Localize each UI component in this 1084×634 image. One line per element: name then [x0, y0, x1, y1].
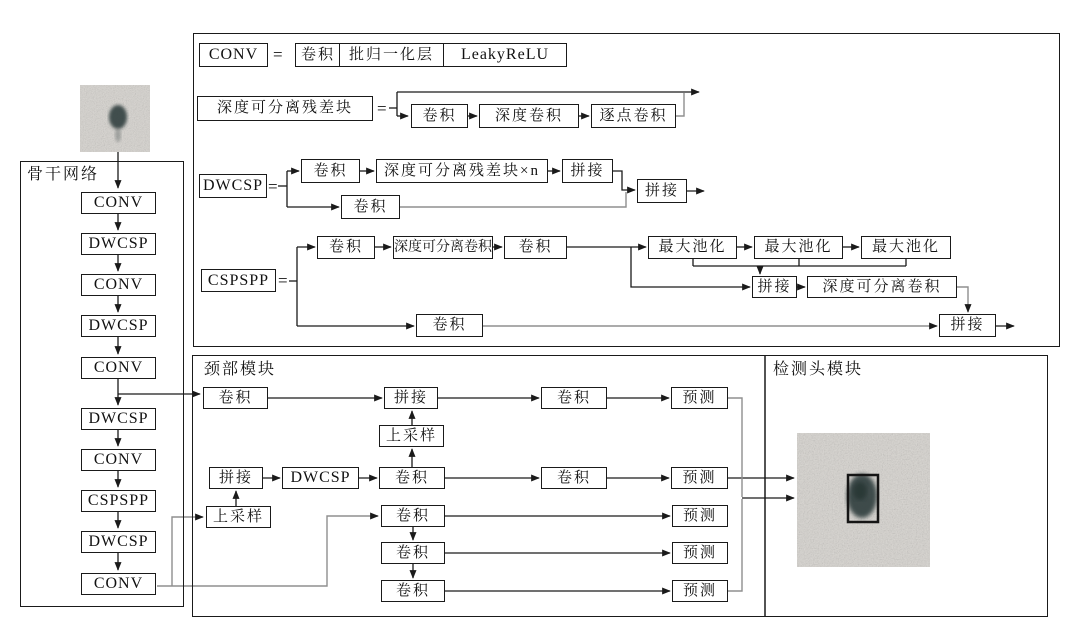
backbone-layer-dwcsp-1: DWCSP	[81, 233, 156, 255]
legend-dwcsp-conv-bottom: 卷积	[341, 195, 400, 219]
legend-cspspp-conv-1: 卷积	[317, 236, 375, 259]
neck-predict-5: 预测	[672, 580, 728, 602]
neck-upsample-1: 上采样	[206, 506, 271, 528]
legend-cspspp-maxpool-1: 最大池化	[648, 236, 737, 259]
neck-concat-row1: 拼接	[384, 387, 438, 409]
neck-upsample-2: 上采样	[379, 425, 444, 447]
legend-cspspp-conv-2: 卷积	[504, 236, 567, 259]
backbone-layer-conv-2: CONV	[81, 274, 156, 296]
legend-cspspp-concat-2: 拼接	[939, 314, 996, 337]
input-image	[80, 85, 150, 152]
neck-predict-1: 预测	[671, 387, 728, 409]
backbone-title: 骨干网络	[27, 166, 100, 183]
legend-cspspp-maxpool-3: 最大池化	[861, 236, 951, 259]
detection-output-image	[797, 433, 930, 567]
legend-dwcsp-concat-1: 拼接	[562, 159, 613, 183]
legend-cspspp-conv-bottom: 卷积	[416, 314, 483, 337]
legend-cspspp-ds-conv-1: 深度可分离卷积	[393, 236, 493, 259]
legend-residual-pointwise-conv: 逐点卷积	[591, 104, 676, 128]
legend-conv-cell-conv: 卷积	[295, 43, 341, 67]
neck-conv-row1-in: 卷积	[203, 387, 268, 409]
legend-conv-name: CONV	[199, 43, 268, 67]
backbone-layer-dwcsp-4: DWCSP	[81, 531, 156, 553]
legend-cspspp-concat-1: 拼接	[752, 276, 797, 298]
legend-conv-cell-batchnorm: 批归一化层	[339, 43, 444, 67]
backbone-layer-dwcsp-2: DWCSP	[81, 315, 156, 337]
legend-cspspp-ds-conv-2: 深度可分离卷积	[807, 276, 957, 298]
neck-conv-row1-out: 卷积	[541, 387, 607, 409]
legend-cspspp-equals: =	[278, 271, 288, 290]
neck-conv-row2-out: 卷积	[541, 467, 607, 489]
legend-residual-name: 深度可分离残差块	[197, 96, 373, 121]
neck-conv-row4: 卷积	[381, 542, 445, 564]
legend-cspspp-name: CSPSPP	[201, 269, 276, 292]
neck-title: 颈部模块	[204, 361, 277, 378]
legend-dwcsp-residual-xn: 深度可分离残差块×n	[376, 159, 548, 183]
legend-conv-cell-leakyrelu: LeakyReLU	[443, 43, 567, 67]
legend-residual-depthwise-conv: 深度卷积	[479, 104, 579, 128]
head-title: 检测头模块	[773, 361, 864, 378]
legend-dwcsp-conv-top: 卷积	[301, 159, 360, 183]
legend-residual-equals: =	[377, 99, 387, 118]
legend-dwcsp-name: DWCSP	[199, 174, 267, 198]
neck-predict-3: 预测	[672, 505, 728, 527]
legend-cspspp-maxpool-2: 最大池化	[754, 236, 843, 259]
neck-predict-2: 预测	[671, 467, 728, 489]
backbone-layer-conv-5: CONV	[81, 573, 156, 595]
neck-predict-4: 预测	[672, 542, 728, 564]
neck-conv-row2-mid: 卷积	[379, 467, 445, 489]
backbone-layer-dwcsp-3: DWCSP	[81, 408, 156, 430]
backbone-layer-conv-1: CONV	[81, 192, 156, 214]
neck-conv-row3: 卷积	[381, 505, 445, 527]
neck-conv-row5: 卷积	[381, 580, 445, 602]
backbone-layer-conv-4: CONV	[81, 449, 156, 471]
legend-dwcsp-concat-2: 拼接	[637, 179, 687, 203]
legend-panel	[193, 33, 1060, 347]
neck-dwcsp: DWCSP	[282, 467, 359, 489]
backbone-layer-cspspp: CSPSPP	[81, 490, 156, 512]
legend-conv-equals: =	[273, 45, 283, 64]
neck-concat-row2: 拼接	[209, 467, 263, 489]
legend-residual-conv: 卷积	[411, 104, 468, 128]
backbone-layer-conv-3: CONV	[81, 357, 156, 379]
legend-dwcsp-equals: =	[268, 177, 278, 196]
